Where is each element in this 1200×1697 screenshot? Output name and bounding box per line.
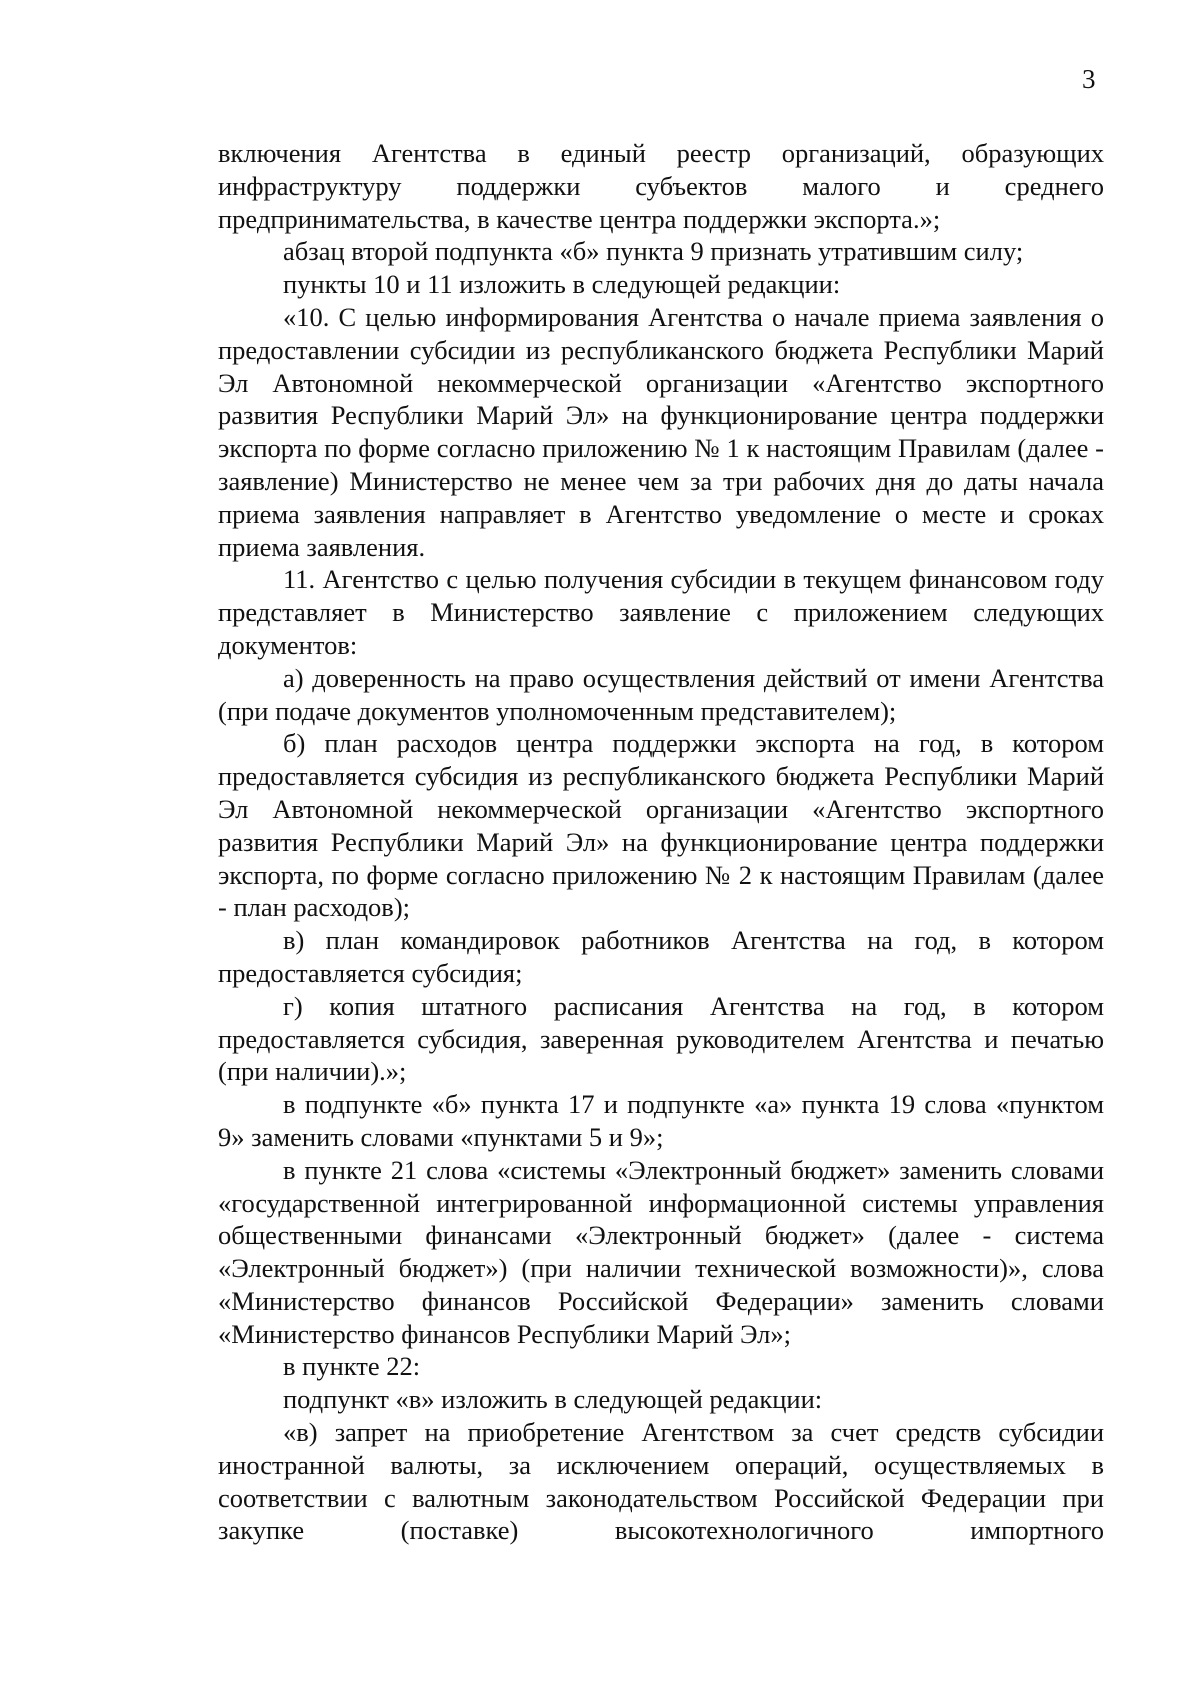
paragraph-clause-10: «10. С целью информирования Агентства о начале приема заявления о предоставлении субсидии из республиканского бюджета Республики Марий Эл Автономной некоммерческой организации «Агентство экспортного развития Республики Марий Эл» на функционирование центра поддержки экспорта по форме согласно приложению № 1 к настоящим Правилам (далее - заявление) Министерство не менее чем за три рабочих дня до даты начала приема заявления направляет в Агентство уведомление о месте и сроках приема заявления.	[218, 301, 1104, 562]
paragraph-item-v: в) план командировок работников Агентства на год, в котором предоставляется субсидия;	[218, 925, 1104, 988]
paragraph-continuation: включения Агентства в единый реестр организаций, образующих инфраструктуру поддержки субъектов малого и среднего предпринимательства, в качестве центра поддержки экспорта.»;	[218, 138, 1104, 234]
paragraph: абзац второй подпункта «б» пункта 9 признать утратившим силу;	[283, 236, 1024, 267]
paragraph: в пункте 21 слова «системы «Электронный бюджет» заменить словами «государственной интегрированной информационной системы управления общественными финансами «Электронный бюджет» (далее - система «Электронный бюджет») (при наличии технической возможности)», слова «Министерство финансов Российской Федерации» заменить словами «Министерство финансов Республики Марий Эл»;	[218, 1154, 1104, 1349]
paragraph-item-b: б) план расходов центра поддержки экспорта на год, в котором предоставляется субсидия из республиканского бюджета Республики Марий Эл Автономной некоммерческой организации «Агентство экспортного развития Республики Марий Эл» на функционирование центра поддержки экспорта, по форме согласно приложению № 2 к настоящим Правилам (далее - план расходов);	[218, 728, 1104, 923]
document-body	[218, 137, 1104, 1547]
paragraph-item-a: а) доверенность на право осуществления действий от имени Агентства (при подаче документов уполномоченным представителем);	[218, 662, 1104, 726]
paragraph-item-g: г) копия штатного расписания Агентства на год, в котором предоставляется субсидия, заверенная руководителем Агентства и печатью (при наличии).»;	[218, 990, 1104, 1087]
paragraph-clause-11: 11. Агентство с целью получения субсидии в текущем финансовом году представляет в Министерство заявление с приложением следующих документов:	[218, 564, 1104, 660]
paragraph: пункты 10 и 11 изложить в следующей редакции:	[283, 269, 841, 300]
paragraph: в подпункте «б» пункта 17 и подпункте «а» пункта 19 слова «пунктом 9» заменить словами «пунктами 5 и 9»;	[218, 1089, 1104, 1152]
paragraph-continues: «в) запрет на приобретение Агентством за счет средств субсидии иностранной валюты, за исключением операций, осуществляемых в соответствии с валютным законодательством Российской Федерации при закупке (поставке) высокотехнологичного импортного	[218, 1417, 1104, 1546]
page-number: 3	[1082, 64, 1096, 94]
paragraph: подпункт «в» изложить в следующей редакции:	[283, 1384, 823, 1415]
paragraph: в пункте 22:	[283, 1351, 421, 1382]
